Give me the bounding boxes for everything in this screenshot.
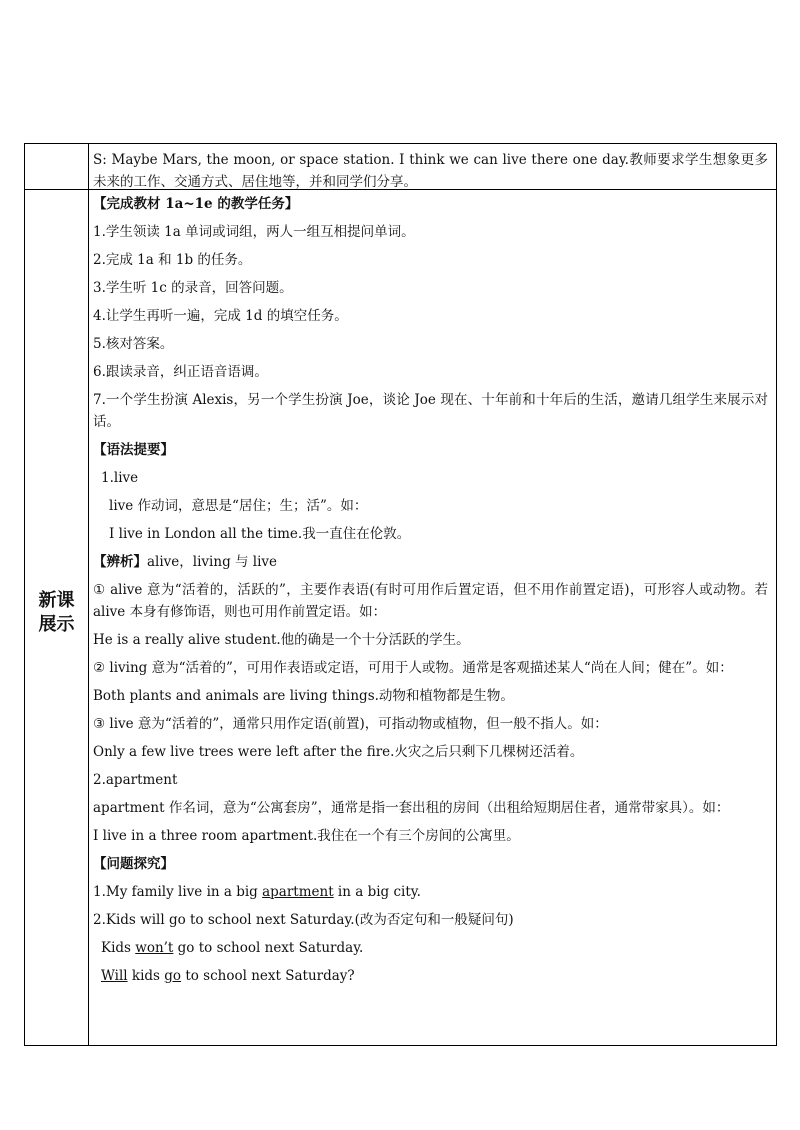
task-step: 2.完成 1a 和 1b 的任务。 bbox=[93, 252, 252, 268]
apartment-example: I live in a three room apartment.我住在一个有三个房间的公寓里。 bbox=[93, 828, 520, 844]
grammar-example: I live in London all the time.我一直住在伦敦。 bbox=[109, 526, 411, 542]
answer-2-text-end: to school next Saturday? bbox=[181, 968, 355, 984]
task-heading: 【完成教材 1a~1e 的教学任务】 bbox=[93, 196, 299, 212]
living-desc: ② living 意为“活着的”，可用作表语或定语，可用于人或物。通常是客观描述某人“尚在人间；健在”。如： bbox=[93, 660, 733, 676]
task-step: 5.核对答案。 bbox=[93, 336, 174, 352]
section-label-line-1: 新课 bbox=[38, 590, 75, 611]
live-adj-example: Only a few live trees were left after the fire.火灾之后只剩下几棵树还活着。 bbox=[93, 744, 584, 760]
answer-1-text-end: go to school next Saturday. bbox=[173, 940, 364, 956]
column-divider bbox=[88, 144, 89, 1045]
question-1-text: 1.My family live in a big bbox=[93, 884, 263, 900]
live-adj-desc: ③ live 意为“活着的”，通常只用作定语(前置)，可指动物或植物，但一般不指人。如： bbox=[93, 716, 608, 732]
lesson-table bbox=[24, 143, 777, 1046]
answer-2-text: kids bbox=[127, 968, 165, 984]
alive-desc: ① alive 意为“活着的，活跃的”，主要作表语(有时可用作后置定语，但不用作前置定语)，可形容人或动物。若 alive 本身有修饰语，则也可用作前置定语。如： bbox=[93, 582, 768, 620]
task-step: 7.一个学生扮演 Alexis，另一个学生扮演 Joe，谈论 Joe 现在、十年前和十年后的生活，邀请几组学生来展示对话。 bbox=[93, 392, 768, 430]
underlined-word: won’t bbox=[135, 940, 174, 956]
alive-example: He is a really alive student.他的确是一个十分活跃的学生。 bbox=[93, 632, 470, 648]
main-content-cell bbox=[93, 190, 768, 990]
section-label-line-2: 展示 bbox=[38, 614, 75, 635]
living-example: Both plants and animals are living things.动物和植物都是生物。 bbox=[93, 688, 514, 704]
underlined-word: Will bbox=[101, 968, 128, 984]
grammar-heading: 【语法提要】 bbox=[93, 442, 174, 458]
question-1 bbox=[93, 878, 768, 906]
grammar-item-desc: live 作动词，意思是“居住；生；活”。如： bbox=[109, 498, 368, 514]
answer-1-text: Kids bbox=[101, 940, 136, 956]
task-step: 6.跟读录音，纠正语音语调。 bbox=[93, 364, 268, 380]
section-label bbox=[25, 589, 88, 637]
answer-2 bbox=[93, 962, 768, 990]
question-2: 2.Kids will go to school next Saturday.(改为否定句和一般疑问句) bbox=[93, 912, 514, 928]
bianxi-line bbox=[93, 548, 768, 576]
dialogue-text: S: Maybe Mars, the moon, or space station. I think we can live there one day.教师要求学生想象更多未来的工作、交通方式、居住地等，并和同学们分享。 bbox=[93, 152, 768, 190]
bianxi-text: alive，living 与 live bbox=[147, 554, 278, 570]
task-step: 3.学生听 1c 的录音，回答问题。 bbox=[93, 280, 293, 296]
top-row-cell bbox=[93, 146, 768, 196]
task-step: 4.让学生再听一遍，完成 1d 的填空任务。 bbox=[93, 308, 348, 324]
bianxi-label: 【辨析】 bbox=[93, 554, 147, 570]
question-1-text-end: in a big city. bbox=[333, 884, 421, 900]
underlined-word: go bbox=[164, 968, 182, 984]
answer-1 bbox=[93, 934, 768, 962]
apartment-desc: apartment 作名词，意为“公寓套房”，通常是指一套出租的房间（出租给短期居住者，通常带家具）。如： bbox=[93, 800, 730, 816]
inquiry-heading: 【问题探究】 bbox=[93, 856, 174, 872]
underlined-word: apartment bbox=[262, 884, 334, 900]
apartment-title: 2.apartment bbox=[93, 772, 178, 788]
task-step: 1.学生领读 1a 单词或词组，两人一组互相提问单词。 bbox=[93, 224, 415, 240]
grammar-item-title: 1.live bbox=[101, 470, 139, 486]
